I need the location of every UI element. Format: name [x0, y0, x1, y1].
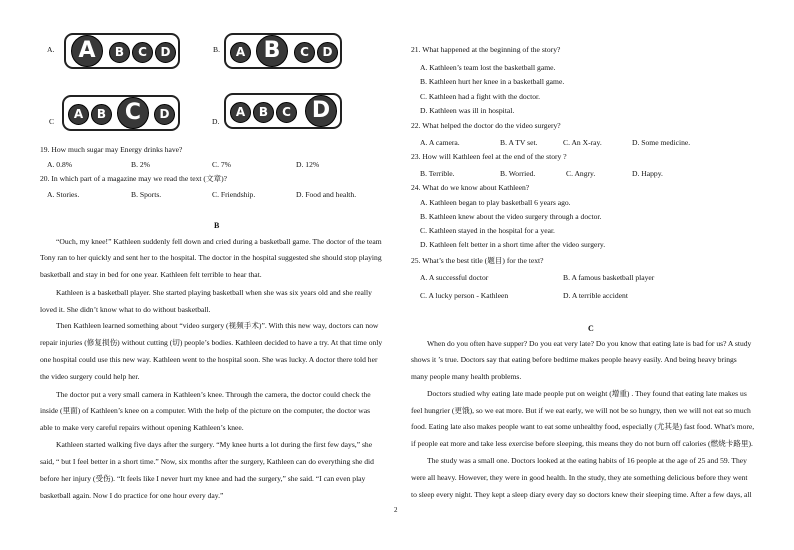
question-stem: 20. In which part of a magazine may we read the text (文章)? — [40, 174, 228, 183]
answer-option: A. A camera. — [420, 138, 460, 147]
answer-option: C. Kathleen had a fight with the doctor. — [420, 92, 540, 101]
letter-circle: D — [154, 104, 175, 125]
letter-circle: C — [132, 42, 153, 63]
passage-line: The doctor put a very small camera in Kathleen’s knee. Through the camera, the doctor could check the — [56, 390, 371, 399]
letter-circle: A — [68, 104, 89, 125]
image-option-d — [224, 93, 342, 129]
letter-circle: C — [294, 42, 315, 63]
passage-line: Kathleen is a basketball player. She started playing basketball when she was six years old and she really — [56, 288, 372, 297]
answer-option: C. Angry. — [566, 169, 596, 178]
passage-line: loved it. She didn’t know what to do without basketball. — [40, 305, 211, 314]
passage-line: one hospital could use this new way. Kathleen went to the hospital soon. She was lucky. A doctor there told her — [40, 355, 378, 364]
answer-option: C. A lucky person - Kathleen — [420, 291, 509, 300]
letter-circle: D — [317, 42, 338, 63]
letter-circle: B — [253, 102, 274, 123]
question-stem: 23. How will Kathleen feel at the end of the story ? — [411, 152, 567, 161]
passage-line: before her injury (受伤). “It feels like I never hurt my knee and had the surgery,” she said. “I can even play — [40, 474, 366, 483]
question-stem: 21. What happened at the beginning of the story? — [411, 45, 561, 54]
answer-option: B. 2% — [131, 160, 150, 169]
letter-circle: D — [305, 95, 337, 127]
passage-line: Kathleen started walking five days after the surgery. “My knee hurts a lot during the first few days,” she — [56, 440, 373, 449]
question-stem: 19. How much sugar may Energy drinks have? — [40, 145, 183, 154]
letter-circle: A — [230, 42, 251, 63]
letter-circle: C — [117, 97, 149, 129]
passage-line: repair injuries (修复损伤) without cutting (切) people’s bodies. Kathleen decided to have a try. At that time only — [40, 338, 383, 347]
answer-option: B. Sports. — [131, 190, 162, 199]
passage-line: shows it ’s true. Doctors say that eating before bedtime makes people heavy easily. And being heavy brings — [411, 355, 737, 364]
answer-option: D. Food and health. — [296, 190, 357, 199]
passage-line: The study was a small one. Doctors looked at the eating habits of 16 people at the age of 25 and 59. They — [427, 456, 747, 465]
passage-line: feel hungrier (更饿), so we eat more. But if we eat early, we will not be so hungry, then we will not eat so much — [411, 406, 751, 415]
answer-option: D. Some medicine. — [632, 138, 691, 147]
question-stem: 25. What’s the best title (题目) for the text? — [411, 256, 544, 265]
passage-line: able to make very careful repairs without opening Kathleen’s knee. — [40, 423, 244, 432]
passage-line: basketball and stay in bed for one year. Kathleen felt terrible to hear that. — [40, 270, 262, 279]
passage-line: the video surgery could help her. — [40, 372, 140, 381]
passage-line: When do you often have supper? Do you eat very late? Do you know that eating late is bad for us? A study — [427, 339, 752, 348]
section-title-c: C — [588, 324, 594, 333]
passage-line: were all heavy. However, they were in good health. In the study, they ate something delicious before they went — [411, 473, 748, 482]
answer-option: A. 0.8% — [47, 160, 73, 169]
image-option-b — [224, 33, 342, 69]
answer-option: D. A terrible accident — [563, 291, 628, 300]
answer-option: D. Kathleen was ill in hospital. — [420, 106, 515, 115]
answer-option: A. Kathleen’s team lost the basketball game. — [420, 63, 556, 72]
option-label: C — [49, 117, 55, 126]
passage-line: food. Eating late also makes people want to eat some unhealthy food, especially (尤其是) fast food. What's more, — [411, 422, 755, 431]
passage-line: if people eat more and take less exercise before sleeping, this means they do not burn off calories (燃烧卡路里). — [411, 439, 753, 448]
answer-option: B. A TV set. — [500, 138, 538, 147]
letter-circle: D — [155, 42, 176, 63]
option-label: B. — [213, 45, 220, 54]
passage-line: Doctors studied why eating late made people put on weight (增重) . They found that eating late makes us — [427, 389, 747, 398]
answer-option: B. A famous basketball player — [563, 273, 655, 282]
question-stem: 22. What helped the doctor do the video surgery? — [411, 121, 561, 130]
answer-option: B. Kathleen hurt her knee in a basketball game. — [420, 77, 565, 86]
passage-line: “Ouch, my knee!” Kathleen suddenly fell down and cried during a basketball game. The doctor of the team — [56, 237, 382, 246]
letter-circle: A — [71, 35, 103, 67]
answer-option: B. Kathleen knew about the video surgery through a doctor. — [420, 212, 602, 221]
passage-line: inside (里面) of Kathleen’s knee on a computer. With the help of the picture on the computer, the doctor was — [40, 406, 371, 415]
answer-option: D. Kathleen felt better in a short time after the video surgery. — [420, 240, 606, 249]
answer-option: A. Stories. — [47, 190, 80, 199]
answer-option: C. Kathleen stayed in the hospital for a year. — [420, 226, 555, 235]
answer-option: D. 12% — [296, 160, 320, 169]
page-number: 2 — [394, 506, 398, 514]
option-label: D. — [212, 117, 220, 126]
answer-option: B. Worried. — [500, 169, 536, 178]
passage-line: said, “ but I feel better in a short time.” Now, six months after the surgery, Kathleen can do everything she did — [40, 457, 374, 466]
letter-circle: A — [230, 102, 251, 123]
passage-line: to sleep every night. They kept a sleep diary every day so doctors knew their sleeping time. After a few days, all — [411, 490, 752, 499]
passage-line: many people many health problems. — [411, 372, 522, 381]
question-stem: 24. What do we know about Kathleen? — [411, 183, 530, 192]
option-label: A. — [47, 45, 55, 54]
answer-option: C. An X-ray. — [563, 138, 602, 147]
section-title-b: B — [214, 221, 220, 230]
answer-option: D. Happy. — [632, 169, 663, 178]
answer-option: C. 7% — [212, 160, 231, 169]
answer-option: A. A successful doctor — [420, 273, 489, 282]
passage-line: basketball again. Now I do practice for one hour every day.” — [40, 491, 224, 500]
image-option-a — [64, 33, 180, 69]
answer-option: A. Kathleen began to play basketball 6 years ago. — [420, 198, 571, 207]
passage-line: Then Kathleen learned something about “video surgery (视频手术)”. With this new way, doctors can now — [56, 321, 379, 330]
letter-circle: B — [109, 42, 130, 63]
letter-circle: B — [91, 104, 112, 125]
image-option-c — [62, 95, 180, 131]
answer-option: C. Friendship. — [212, 190, 256, 199]
passage-line: Tony ran to her quickly and sent her to the hospital. The doctor in the hospital suggested she should stop playing — [40, 253, 382, 262]
answer-option: B. Terrible. — [420, 169, 455, 178]
letter-circle: C — [276, 102, 297, 123]
letter-circle: B — [256, 35, 288, 67]
